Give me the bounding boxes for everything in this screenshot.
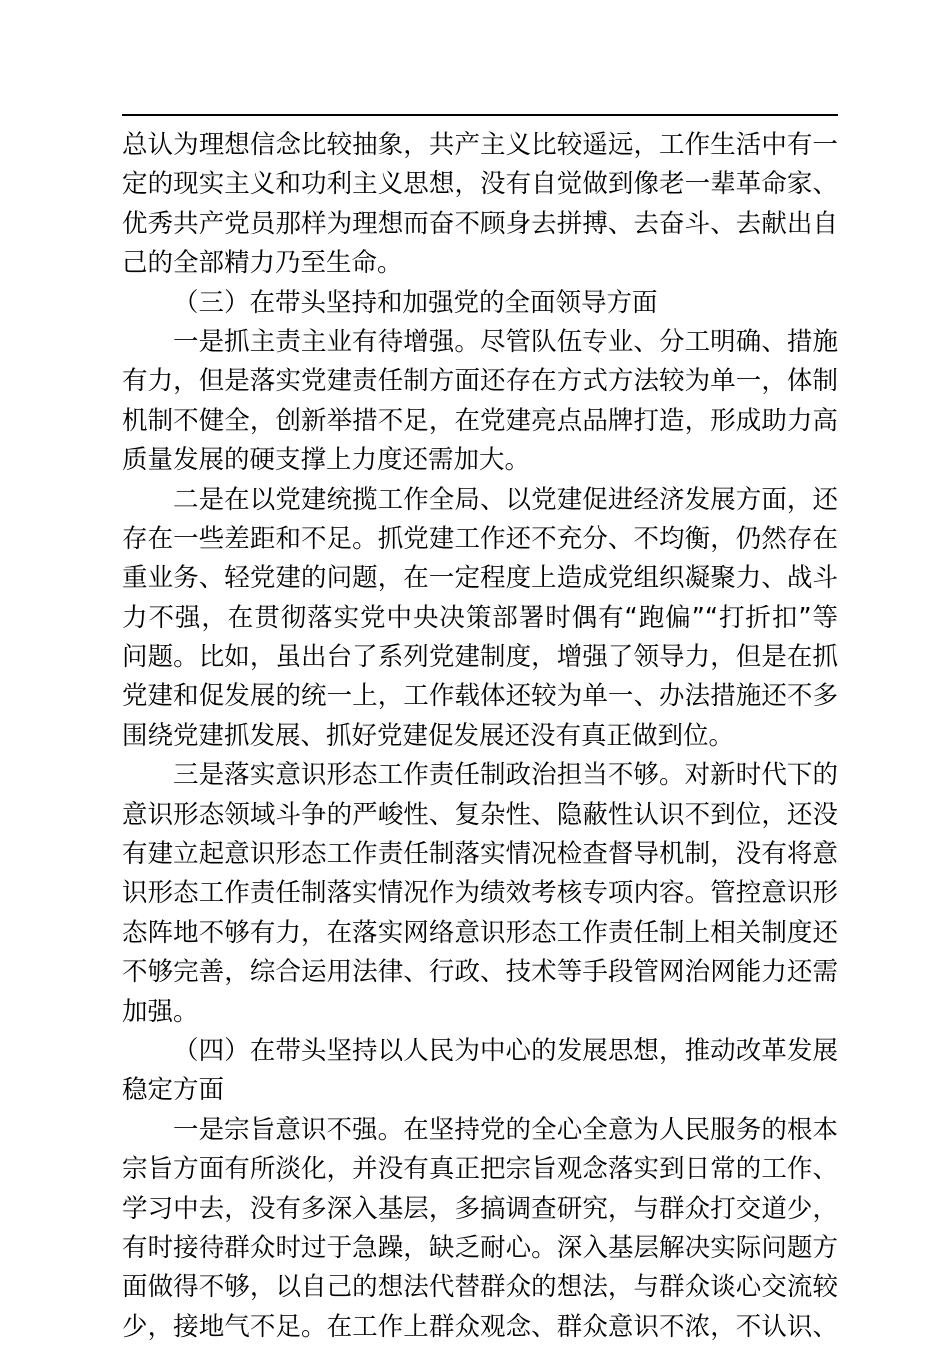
document-body — [122, 126, 838, 1347]
text-line: 己的全部精力乃至生命。 — [122, 248, 403, 279]
section-heading-cont: 稳定方面 — [122, 1075, 225, 1106]
text-line: 宗旨方面有所淡化，并没有真正把宗旨观念落实到日常的工作、 — [122, 1154, 838, 1185]
text-line: 定的现实主义和功利主义思想，没有自觉做到像老一辈革命家、 — [122, 169, 838, 200]
text-line: 态阵地不够有力，在落实网络意识形态工作责任制上相关制度还 — [122, 917, 838, 948]
text-line: 学习中去，没有多深入基层，多搞调查研究，与群众打交道少， — [122, 1193, 838, 1224]
text-line: 问题。比如，虽出台了系列党建制度，增强了领导力，但是在抓 — [122, 642, 838, 673]
text-line: 重业务、轻党建的问题，在一定程度上造成党组织凝聚力、战斗 — [122, 563, 838, 594]
text-line: 存在一些差距和不足。抓党建工作还不充分、不均衡，仍然存在 — [122, 523, 838, 554]
paragraph-first-line: 一是宗旨意识不强。在坚持党的全心全意为人民服务的根本 — [173, 1114, 838, 1145]
paragraph-first-line: 一是抓主责主业有待增强。尽管队伍专业、分工明确、措施 — [173, 326, 838, 357]
text-line: 识形态工作责任制落实情况作为绩效考核专项内容。管控意识形 — [122, 878, 838, 909]
section-heading: （四）在带头坚持以人民为中心的发展思想，推动改革发展 — [173, 1035, 838, 1066]
text-line: 党建和促发展的统一上，工作载体还较为单一、办法措施还不多 — [122, 681, 838, 712]
text-line: 不够完善，综合运用法律、行政、技术等手段管网治网能力还需 — [122, 957, 838, 988]
text-line: 面做得不够，以自己的想法代替群众的想法，与群众谈心交流较 — [122, 1272, 838, 1303]
text-line: 总认为理想信念比较抽象，共产主义比较遥远，工作生活中有一 — [122, 130, 838, 160]
paragraph-first-line: 三是落实意识形态工作责任制政治担当不够。对新时代下的 — [173, 760, 838, 791]
paragraph-first-line: 二是在以党建统揽工作全局、以党建促进经济发展方面，还 — [173, 484, 838, 515]
text-line: 意识形态领域斗争的严峻性、复杂性、隐蔽性认识不到位，还没 — [122, 799, 838, 830]
text-line: 有力，但是落实党建责任制方面还存在方式方法较为单一，体制 — [122, 366, 838, 397]
text-line: 有建立起意识形态工作责任制落实情况检查督导机制，没有将意 — [122, 839, 838, 870]
header-rule — [122, 114, 838, 116]
text-line: 少，接地气不足。在工作上群众观念、群众意识不浓，不认识、 — [122, 1311, 838, 1342]
text-line: 加强。 — [122, 996, 199, 1027]
text-line: 围绕党建抓发展、抓好党建促发展还没有真正做到位。 — [122, 720, 735, 751]
text-line: 机制不健全，创新举措不足，在党建亮点品牌打造，形成助力高 — [122, 405, 838, 436]
text-line: 优秀共产党员那样为理想而奋不顾身去拼搏、去奋斗、去献出自 — [122, 208, 838, 239]
section-heading: （三）在带头坚持和加强党的全面领导方面 — [173, 287, 658, 318]
text-line: 力不强，在贯彻落实党中央决策部署时偶有“跑偏”“打折扣”等 — [122, 602, 838, 633]
text-line: 有时接待群众时过于急躁，缺乏耐心。深入基层解决实际问题方 — [122, 1232, 838, 1263]
text-line: 质量发展的硬支撑上力度还需加大。 — [122, 445, 531, 476]
